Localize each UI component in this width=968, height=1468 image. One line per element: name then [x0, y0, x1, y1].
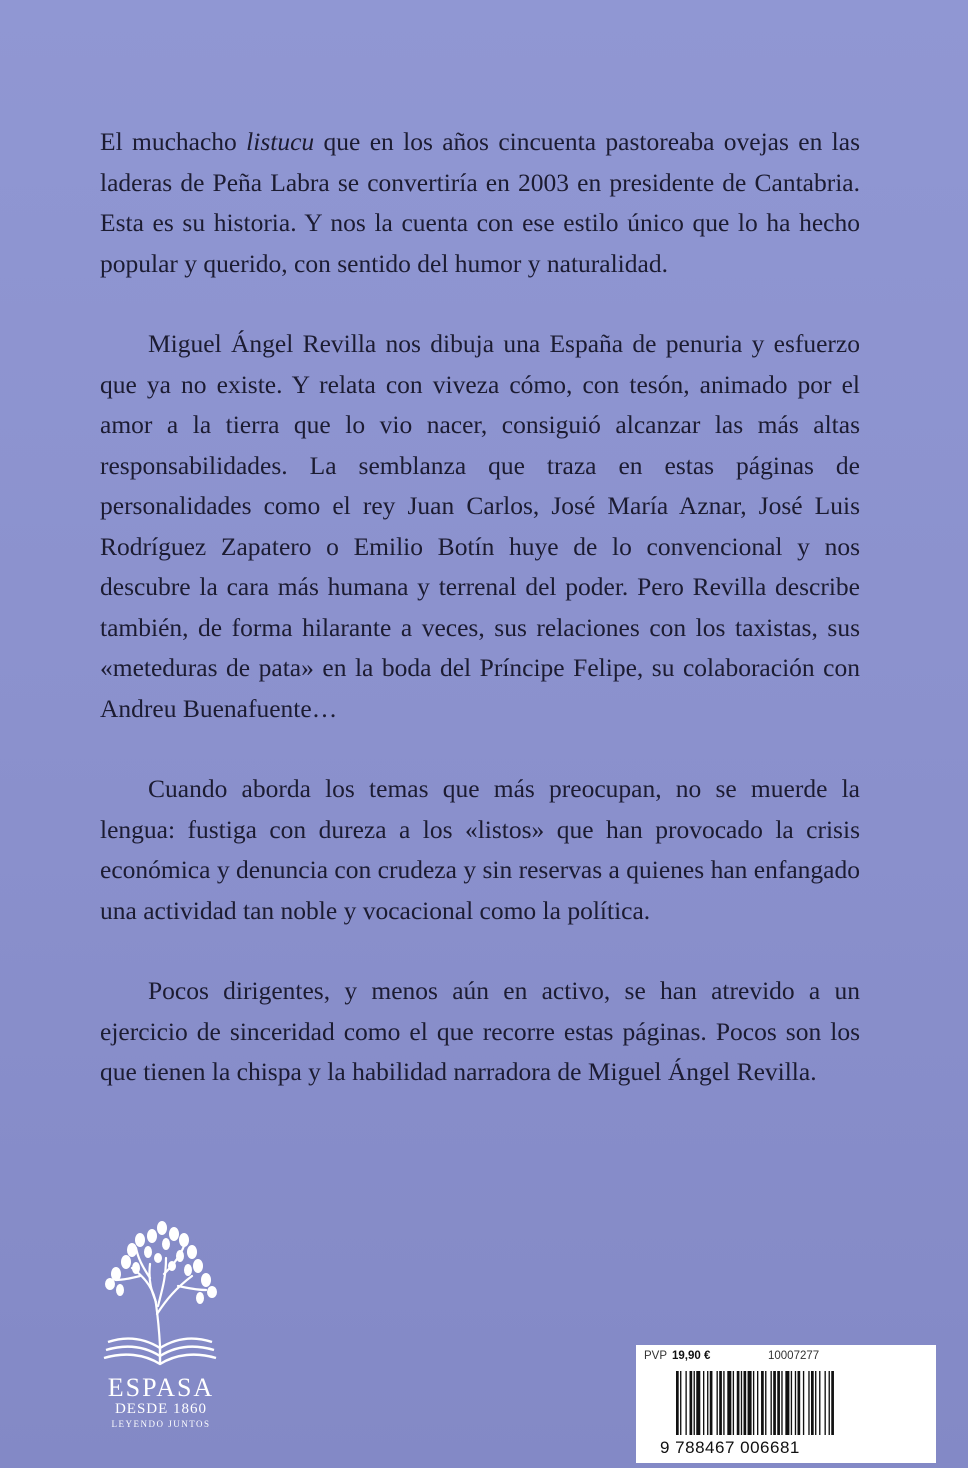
- barcode-bar: [815, 1371, 816, 1435]
- barcode-bar: [737, 1371, 740, 1435]
- blurb-paragraph-3: Cuando aborda los temas que más preocupan, no se muerde la lengua: fustiga con dureza a los «listos» que han provocado la crisis económica y denuncia con crudeza y sin reservas a quienes han enfangado una actividad tan noble y vocacional como la política.: [100, 774, 860, 925]
- barcode-bar: [680, 1371, 681, 1435]
- barcode-bar: [685, 1371, 686, 1435]
- barcode-bar: [785, 1371, 789, 1435]
- barcode-bar: [819, 1371, 820, 1435]
- barcode-bar: [831, 1371, 834, 1435]
- barcode-bar: [676, 1371, 679, 1435]
- publisher-tagline: LEYENDO JUNTOS: [111, 1419, 211, 1429]
- blurb-p1-rest: que en los años cincuenta pastoreaba ovejas en las laderas de Peña Labra se convertiría en 2003 en presidente de Cantabria. Esta es su historia. Y nos la cuenta con ese estilo único que lo ha hecho popular y querido, con sentido del humor y naturalidad.: [100, 127, 861, 278]
- barcode-bar: [690, 1371, 693, 1435]
- price-barcode-label: [636, 1345, 936, 1463]
- barcode-bar: [761, 1371, 764, 1435]
- price-value: 19,90 €: [672, 1350, 711, 1362]
- barcode-bar: [744, 1371, 747, 1435]
- blurb-paragraph-4: Pocos dirigentes, y menos aún en activo, se han atrevido a un ejercicio de sinceridad como el que recorre estas páginas. Pocos son los que tienen la chispa y la habilidad narradora de Miguel Ángel Revilla.: [100, 976, 860, 1086]
- barcode-bar: [757, 1371, 758, 1435]
- barcode-bar: [703, 1371, 704, 1435]
- barcode-bar: [777, 1371, 780, 1435]
- barcode-bar: [694, 1371, 695, 1435]
- barcode-bars: [676, 1371, 912, 1435]
- barcode-bar: [717, 1371, 718, 1435]
- barcode-bar: [733, 1371, 734, 1435]
- pvp-label: PVP: [644, 1350, 668, 1362]
- barcode-bar: [719, 1371, 722, 1435]
- barcode-bar: [791, 1371, 792, 1435]
- publisher-name: ESPASA: [107, 1373, 215, 1402]
- barcode-bar: [781, 1371, 782, 1435]
- barcode-bar: [710, 1371, 713, 1435]
- barcode-bar: [696, 1371, 700, 1435]
- barcode-bar: [803, 1371, 804, 1435]
- barcode-bar: [748, 1371, 752, 1435]
- barcode-bar: [707, 1371, 708, 1435]
- blurb-p1-italic-word: listucu: [246, 127, 315, 156]
- barcode-bar: [773, 1371, 776, 1435]
- barcode-bar: [753, 1371, 754, 1435]
- publisher-since: DESDE 1860: [114, 1401, 208, 1417]
- barcode-bar: [741, 1371, 742, 1435]
- blurb-text: [100, 122, 860, 1133]
- barcode-bar: [727, 1371, 731, 1435]
- barcode-bar: [808, 1371, 809, 1435]
- barcode-bar: [771, 1371, 772, 1435]
- barcode-bar: [829, 1371, 830, 1435]
- barcode-bar: [798, 1371, 801, 1435]
- barcode-bar: [765, 1371, 766, 1435]
- blurb-paragraph-1: [100, 122, 860, 284]
- publisher-logo: [96, 1218, 226, 1438]
- barcode-bar: [825, 1371, 826, 1435]
- blurb-paragraph-2: Miguel Ángel Revilla nos dibuja una España de penuria y esfuerzo que ya no existe. Y relata con viveza cómo, con tesón, animado por el amor a la tierra que lo vio nacer, consiguió alcanzar las más altas responsabilidades. La semblanza que traza en estas páginas de personalidades como el rey Juan Carlos, José María Aznar, José Luis Rodríguez Zapatero o Emilio Botín huye de lo convencional y nos descubre la cara más humana y terrenal del poder. Pero Revilla describe también, de forma hilarante a veces, sus relaciones con los taxistas, sus «meteduras de pata» en la boda del Príncipe Felipe, su colaboración con Andreu Buenafuente…: [100, 329, 860, 723]
- barcode-bar: [811, 1371, 814, 1435]
- barcode-bar: [723, 1371, 724, 1435]
- tree-book-icon: [96, 1218, 226, 1368]
- internal-code: 10007277: [768, 1350, 820, 1362]
- blurb-p1-start: El muchacho: [100, 127, 247, 156]
- barcode-bar: [795, 1371, 796, 1435]
- isbn-number: 9 788467 006681: [660, 1438, 800, 1457]
